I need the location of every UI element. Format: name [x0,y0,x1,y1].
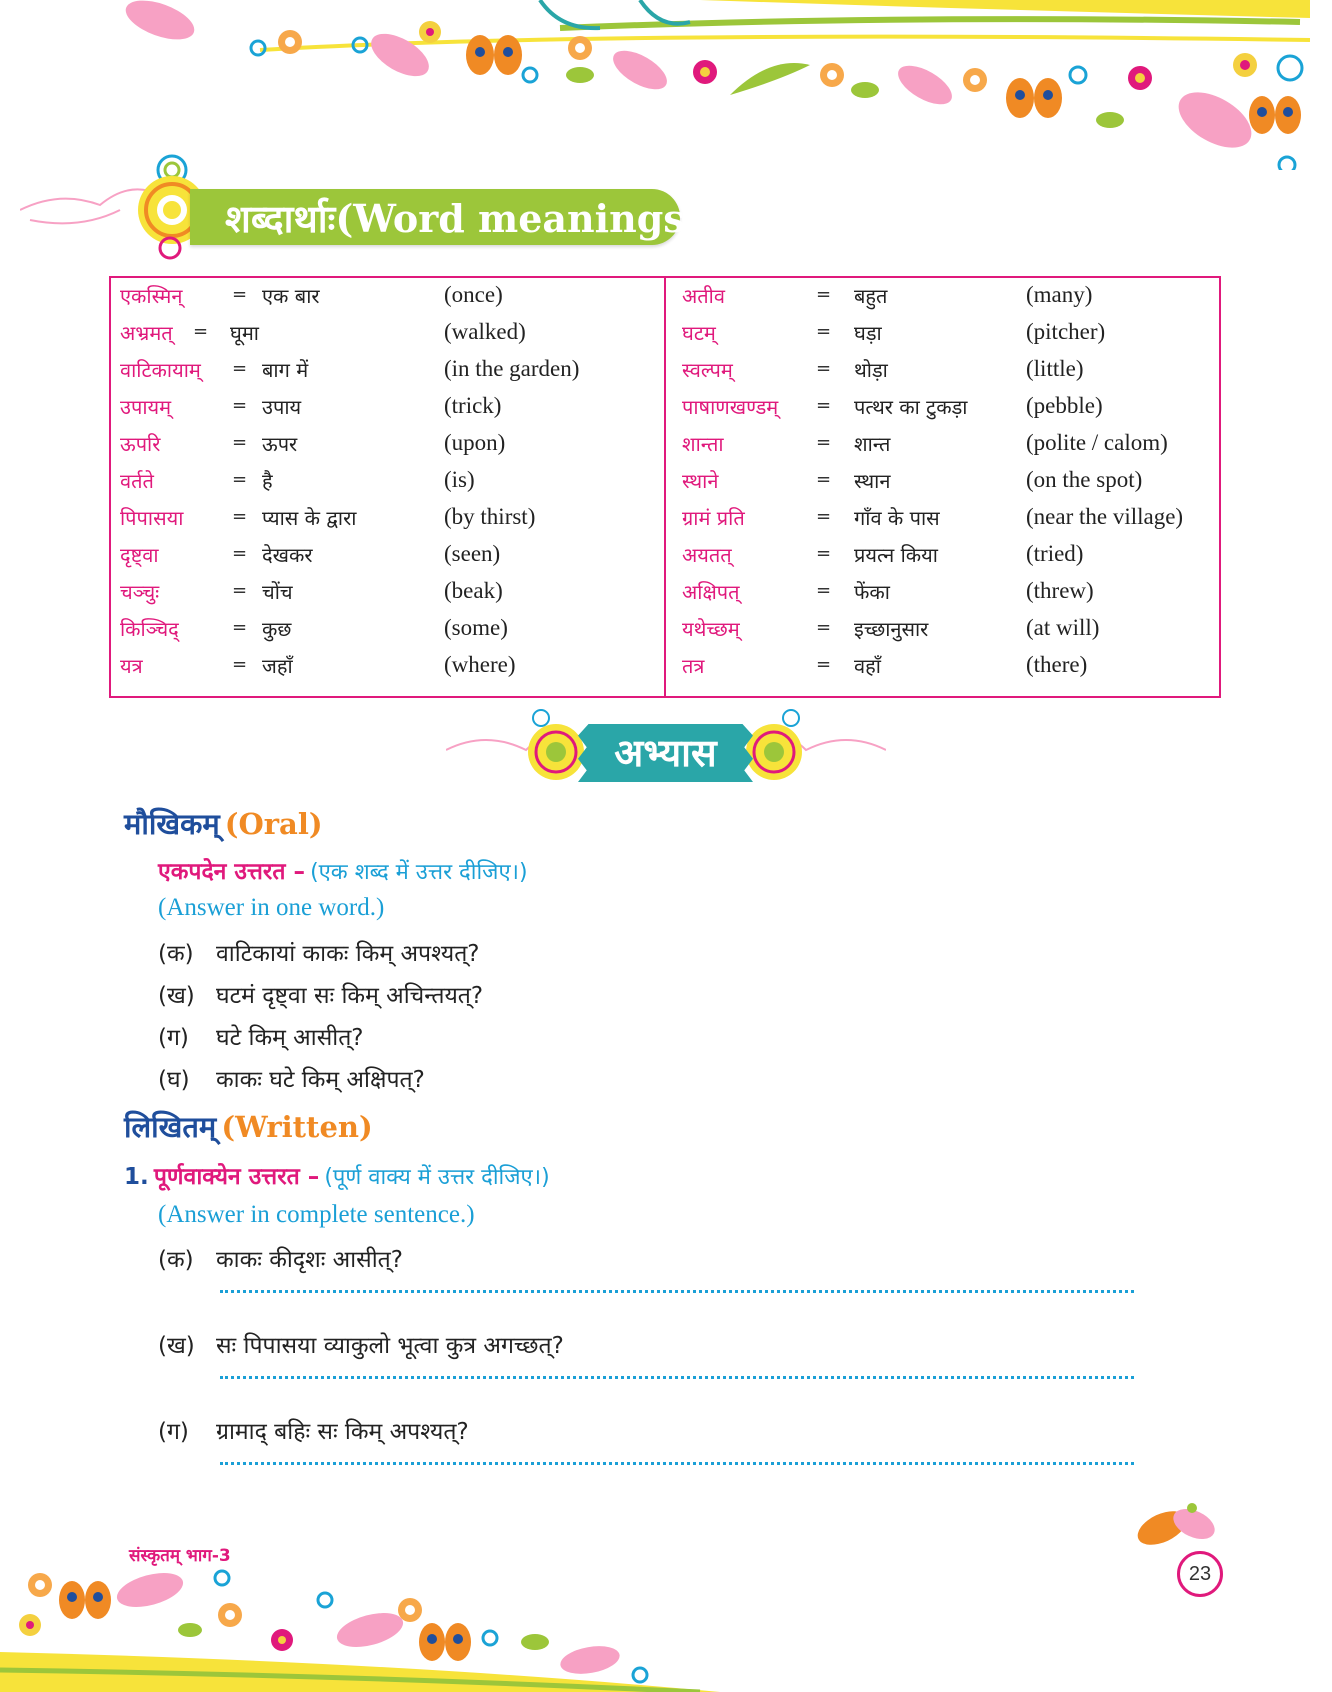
bottom-decorative-border [0,1560,1332,1692]
answer-line[interactable] [220,1376,1134,1379]
written-question: (ग) ग्रामाद् बहिः सः किम् अपश्यत्? [158,1419,469,1445]
answer-line[interactable] [220,1462,1134,1465]
written-heading-english: (Written) [221,1110,373,1144]
oral-heading-hindi: मौखिकम् [124,807,220,841]
written-instruction-paren: (पूर्ण वाक्य में उत्तर दीजिए।) [324,1165,550,1190]
oral-question: (घ) काकः घटे किम् अक्षिपत्? [158,1067,425,1093]
written-question: (ख) सः पिपासया व्याकुलो भूत्वा कुत्र अगच्छत्? [158,1333,564,1359]
butterfly-icon [1249,96,1301,134]
written-heading [124,1107,373,1146]
butterfly-icon [419,1623,471,1661]
abhyas-title: अभ्यास [614,731,717,775]
butterfly-icon [1006,78,1062,118]
answer-line[interactable] [220,1290,1134,1293]
oral-question: (ग) घटे किम् आसीत्? [158,1025,364,1051]
written-question-number: 1. [124,1164,149,1190]
oral-heading [124,804,323,843]
word-meanings-title: शब्दार्थाः(Word meanings) [225,196,703,241]
oral-instruction [158,854,528,886]
oral-question: (ख) घटमं दृष्ट्वा सः किम् अचिन्तयत्? [158,983,484,1009]
written-question: (क) काकः कीदृशः आसीत्? [158,1247,404,1273]
butterfly-icon [59,1581,111,1619]
oral-instruction-hindi: एकपदेन उत्तरत – [158,859,305,885]
book-title-footer: संस्कृतम् भाग-3 [129,1546,231,1566]
oral-heading-english: (Oral) [224,807,323,841]
top-decorative-border [0,0,1332,170]
table-column-divider [664,276,666,698]
written-instruction [124,1159,550,1191]
page-number: 23 [1177,1551,1223,1597]
written-heading-hindi: लिखितम् [124,1110,217,1144]
oral-instruction-english: (Answer in one word.) [158,894,385,921]
written-instruction-english: (Answer in complete sentence.) [158,1201,475,1228]
oral-instruction-paren: (एक शब्द में उत्तर दीजिए।) [310,860,528,885]
oral-question: (क) वाटिकायां काकः किम् अपश्यत्? [158,941,480,967]
written-instruction-hindi: पूर्णवाक्येन उत्तरत – [153,1164,320,1190]
